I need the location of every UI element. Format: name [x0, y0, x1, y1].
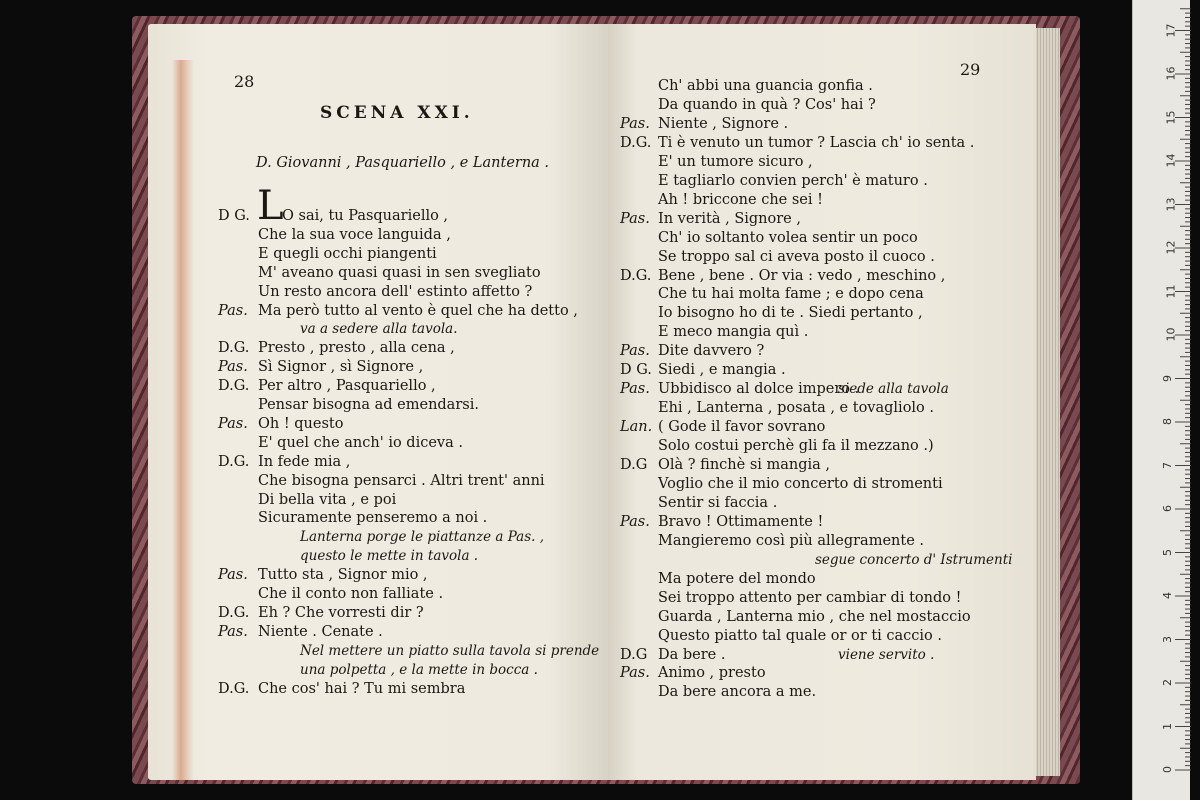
- verse-line: Ch' abbi una guancia gonfia .: [658, 78, 873, 94]
- verse-line: Io bisogno ho di te . Siedi pertanto ,: [658, 305, 923, 322]
- speaker-label: Pas.: [620, 343, 650, 360]
- verse-line: E meco mangia quì .: [658, 324, 809, 341]
- speaker-label: Pas.: [218, 302, 248, 319]
- speaker-label: D.G: [620, 646, 648, 663]
- speaker-label: D G.: [218, 208, 250, 224]
- stage-direction: viene servito .: [838, 646, 935, 663]
- verse-line: Tutto sta , Signor mio ,: [258, 567, 428, 584]
- speaker-label: D.G.: [218, 604, 250, 621]
- verse-line: Di bella vita , e poi: [258, 491, 397, 508]
- speaker-label: Pas.: [620, 665, 650, 682]
- stage-direction: segue concerto d' Istrumenti: [815, 551, 1013, 568]
- verse-line: Che il conto non falliate .: [258, 586, 444, 602]
- verse-line: Presto , presto , alla cena ,: [258, 340, 455, 357]
- verse-line: M' aveano quasi quasi in sen svegliato: [258, 264, 541, 281]
- character-list: D. Giovanni , Pasquariello , e Lanterna .: [256, 155, 550, 171]
- ruler-number: 11: [1164, 284, 1178, 298]
- scene-title: SCENA XXI.: [320, 103, 474, 123]
- verse-line: Voglio che il mio concerto di stromenti: [658, 475, 943, 492]
- ruler-number: 16: [1164, 66, 1178, 81]
- verse-line: Ma però tutto al vento è quel che ha detto ,: [258, 302, 578, 319]
- ruler-number: 12: [1164, 240, 1178, 255]
- verse-line: Da bere ancora a me.: [658, 684, 817, 701]
- verse-line: Sì Signor , sì Signore ,: [258, 359, 424, 376]
- speaker-label: Pas.: [218, 623, 248, 640]
- ruler-number: 15: [1164, 110, 1178, 124]
- ruler-number: 1: [1161, 722, 1174, 730]
- right-page-number: 29: [960, 60, 981, 79]
- left-page-number: 28: [234, 72, 255, 91]
- speaker-label: Pas.: [620, 381, 650, 398]
- verse-line: Eh ? Che vorresti dir ?: [258, 604, 424, 621]
- ruler-number: 10: [1164, 327, 1178, 342]
- verse-line: Dite davvero ?: [658, 343, 765, 360]
- verse-line: Niente , Signore .: [658, 115, 789, 132]
- binding-stain: [172, 60, 194, 780]
- verse-line: Guarda , Lanterna mio , che nel mostaccio: [658, 608, 971, 625]
- ruler-number: 8: [1161, 418, 1174, 425]
- ruler-number: 7: [1161, 461, 1174, 469]
- speaker-label: D.G.: [218, 378, 250, 395]
- verse-line: Se troppo sal ci aveva posto il cuoco .: [658, 248, 935, 265]
- verse-line: Sicuramente penseremo a noi .: [258, 510, 488, 527]
- stage-direction: Nel mettere un piatto sulla tavola si prende: [300, 642, 600, 659]
- verse-line: Un resto ancora dell' estinto affetto ?: [258, 283, 533, 300]
- verse-line: Per altro , Pasquariello ,: [258, 378, 436, 395]
- ruler-number: 0: [1161, 766, 1174, 773]
- verse-line: E quegli occhi piangenti: [258, 245, 437, 262]
- speaker-label: Pas.: [620, 513, 650, 530]
- speaker-label: D.G.: [218, 680, 250, 697]
- drop-cap: L: [257, 183, 284, 229]
- verse-line: E tagliarlo convien perch' è maturo .: [658, 172, 928, 189]
- ruler-number: 9: [1161, 374, 1174, 382]
- verse-line: Ma potere del mondo: [658, 570, 816, 587]
- verse-line: Bene , bene . Or via : vedo , meschino ,: [658, 267, 946, 284]
- ruler-number: 5: [1161, 548, 1174, 556]
- ruler-number: 13: [1164, 197, 1178, 211]
- speaker-label: Pas.: [218, 567, 248, 584]
- ruler-number: 17: [1164, 23, 1178, 37]
- verse-line: Bravo ! Ottimamente !: [658, 513, 824, 530]
- speaker-label: D.G.: [218, 453, 250, 470]
- verse-line: Che la sua voce languida ,: [258, 226, 451, 243]
- verse-line: Pensar bisogna ad emendarsi.: [258, 397, 479, 413]
- verse-line: E' quel che anch' io diceva .: [258, 434, 463, 451]
- speaker-label: D.G.: [620, 134, 652, 151]
- verse-line: Sei troppo attento per cambiar di tondo !: [658, 589, 962, 606]
- speaker-label: Pas.: [218, 415, 248, 432]
- ruler-number: 4: [1161, 592, 1174, 599]
- ruler-number: 14: [1164, 153, 1178, 168]
- verse-line: Ah ! briccone che sei !: [658, 191, 823, 208]
- verse-line: Sentir si faccia .: [658, 494, 778, 511]
- stage-direction: siede alla tavola: [838, 381, 949, 398]
- verse-line: Ch' io soltanto volea sentir un poco: [658, 229, 918, 246]
- stage-direction: una polpetta , e la mette in bocca .: [300, 661, 538, 678]
- speaker-label: D G.: [620, 362, 652, 379]
- ruler-number: 2: [1161, 679, 1174, 686]
- verse-line: Che cos' hai ? Tu mi sembra: [258, 680, 466, 697]
- verse-line: Mangieremo così più allegramente .: [658, 532, 924, 549]
- verse-line: Ti è venuto un tumor ? Lascia ch' io senta .: [658, 134, 975, 151]
- verse-line: Da quando in quà ? Cos' hai ?: [658, 96, 876, 113]
- speaker-label: Pas.: [218, 359, 248, 376]
- verse-line: Da bere .: [658, 646, 726, 663]
- verse-line: Ubbidisco al dolce impero .: [658, 381, 860, 398]
- ruler-number: 6: [1161, 505, 1174, 512]
- verse-line: Che tu hai molta fame ; e dopo cena: [658, 286, 924, 303]
- speaker-label: D.G: [620, 457, 648, 473]
- verse-line: Ehi , Lanterna , posata , e tovagliolo .: [658, 400, 935, 417]
- speaker-label: Lan.: [620, 419, 653, 436]
- verse-line: Che bisogna pensarci . Altri trent' anni: [258, 472, 545, 489]
- speaker-label: Pas.: [620, 210, 650, 227]
- verse-line: Animo , presto: [658, 665, 766, 682]
- stage-direction: va a sedere alla tavola.: [300, 321, 458, 338]
- stage-direction: questo le mette in tavola .: [300, 548, 479, 565]
- verse-line: Siedi , e mangia .: [658, 362, 786, 379]
- verse-line: In verità , Signore ,: [658, 210, 801, 227]
- verse-line: Niente . Cenate .: [258, 623, 383, 640]
- verse-line: Oh ! questo: [258, 415, 344, 432]
- speaker-label: D.G.: [218, 340, 250, 357]
- verse-line: ( Gode il favor sovrano: [658, 419, 826, 436]
- speaker-label: D.G.: [620, 267, 652, 284]
- speaker-label: Pas.: [620, 115, 650, 132]
- ruler-number: 3: [1161, 635, 1174, 643]
- stage-direction: Lanterna porge le piattanze a Pas. ,: [300, 529, 545, 546]
- verse-line: Solo costui perchè gli fa il mezzano .): [658, 438, 934, 455]
- verse-line: Olà ? finchè si mangia ,: [658, 457, 831, 473]
- verse-line: In fede mia ,: [258, 453, 351, 470]
- verse-line: E' un tumore sicuro ,: [658, 153, 813, 170]
- verse-line: O sai, tu Pasquariello ,: [282, 208, 449, 224]
- verse-line: Questo piatto tal quale or or ti caccio .: [658, 627, 942, 644]
